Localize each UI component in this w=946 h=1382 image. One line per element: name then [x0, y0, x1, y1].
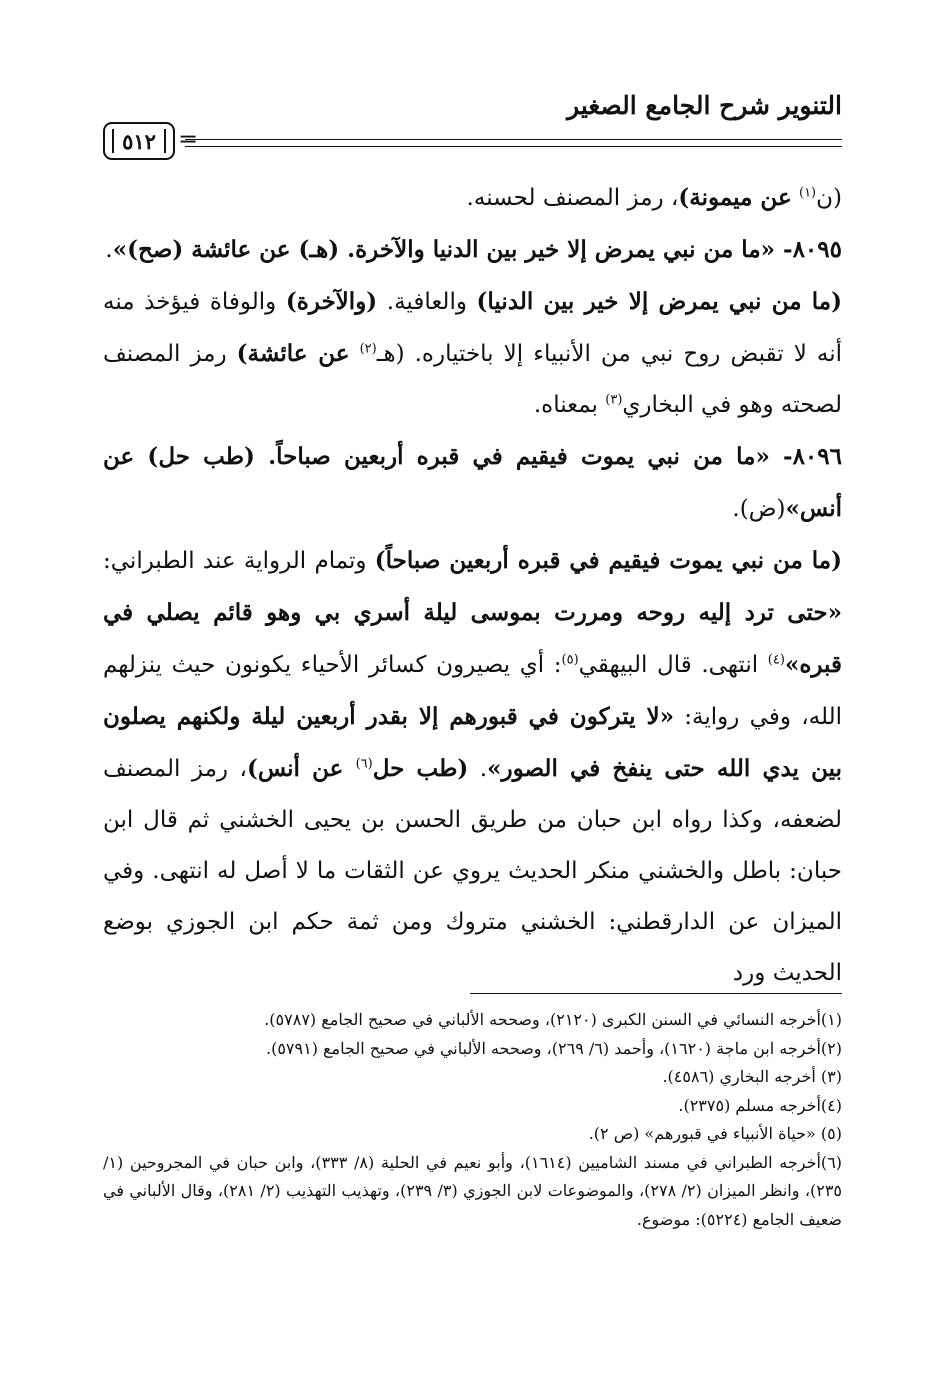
page-number: ٥١٢	[103, 122, 175, 160]
footnote-ref-4: (٤)	[767, 652, 785, 668]
page-number-ornament: =	[178, 125, 199, 153]
footnotes	[103, 1006, 842, 1234]
footnote-6: (٦)أخرجه الطبراني في مسند الشاميين (١٦١٤)، وأبو نعيم في الحلية (٨/ ٣٣٣)، وابن حبان في المجروحين (١/ ٢٣٥)، وانظر الميزان (٢/ ٢٧٨)، والموضوعات لابن الجوزي (٣/ ٢٣٩)، وتهذيب التهذيب (٢/ ٢٨١)، وقال الألباني في ضعيف الجامع (٥٢٢٤): موضوع.	[103, 1152, 843, 1229]
footnote-ref-3: (٣)	[605, 392, 623, 408]
commentary-8096: (ما من نبي يموت فيقيم في قبره أربعين صباحاً) وتمام الرواية عند الطبراني: «حتى ترد إليه روحه ومررت بموسى ليلة أسري بي وهو قائم يصلي في قبره»$^{(٤)}$ انتهى. قال البيهقي$^{(٥)}$: أي يصيرون كسائر الأحياء يكونون حيث ينزلهم الله، وفي رواية: «لا يتركون في قبورهم إلا بقدر أربعين ليلة ولكنهم يصلون بين يدي الله حتى ينفخ في الصور». (طب حل$^{(٦)}$ عن أنس)، رمز المصنف لضعفه، وكذا رواه ابن حبان من طريق الحسن بن يحيى الخشني ثم قال ابن حبان: باطل والخشني منكر الحديث يروي عن الثقات ما لا أصل له انتهى. وفي الميزان عن الدارقطني: الخشني متروك ومن ثمة حكم ابن الجوزي بوضع الحديث ورد	[103, 547, 842, 986]
running-title: التنوير شرح الجامع الصغير	[567, 91, 842, 120]
footnote-ref-2: (٢)	[359, 341, 377, 357]
footnote-separator	[470, 993, 842, 994]
footnote-ref-5: (٥)	[561, 652, 579, 668]
main-text	[103, 172, 842, 999]
footnote-1: (١)أخرجه النسائي في السنن الكبرى (٢١٢٠)، وصححه الألباني في صحيح الجامع (٥٧٨٧).	[264, 1010, 842, 1029]
footnote-4: (٤)أخرجه مسلم (٢٣٧٥).	[678, 1095, 842, 1115]
hadith-8096: ٨٠٩٦- «ما من نبي يموت فيقيم في قبره أربعين صباحاً. (طب حل) عن أنس»(ض).	[103, 443, 842, 522]
footnote-ref-1: (١)	[798, 185, 817, 201]
footnote-ref-6: (٦)	[355, 756, 373, 772]
footnote-2: (٢)أخرجه ابن ماجة (١٦٢٠)، وأحمد (٦/ ٢٦٩)، وصححه الألباني في صحيح الجامع (٥٧٩١).	[266, 1038, 842, 1058]
paragraph-1: (ن$^{(١)}$ عن ميمونة)، رمز المصنف لحسنه.	[466, 184, 842, 211]
commentary-8095: (ما من نبي يمرض إلا خير بين الدنيا) والعافية. (والآخرة) والوفاة فيؤخذ منه أنه لا تقبض روح نبي من الأنبياء إلا باختياره. (هـ$^{(٢)}$ عن عائشة) رمز المصنف لصحته وهو في البخاري$^{(٣)}$ بمعناه.	[103, 288, 842, 418]
hadith-8095: ٨٠٩٥- «ما من نبي يمرض إلا خير بين الدنيا والآخرة. (هـ) عن عائشة (صح)».	[105, 236, 842, 263]
footnote-5: (٥) «حياة الأنبياء في قبورهم» (ص ٢).	[588, 1124, 842, 1143]
footnote-3: (٣) أخرجه البخاري (٤٥٨٦).	[662, 1067, 842, 1086]
